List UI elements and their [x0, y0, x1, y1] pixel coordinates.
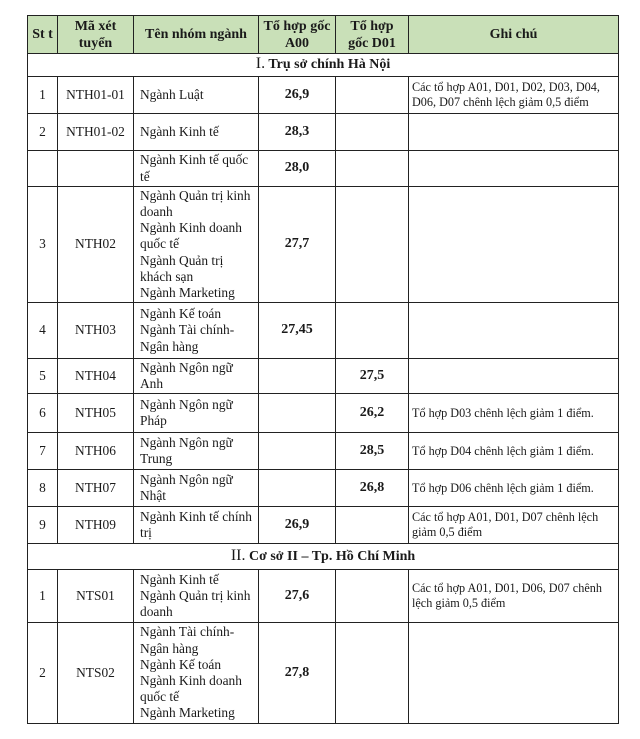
- section-row: [28, 54, 619, 77]
- cell-score-a00: 26,9: [259, 77, 336, 114]
- major-name: Ngành Ngôn ngữ Trung: [140, 434, 233, 466]
- cell-score-a00: [259, 470, 336, 507]
- cell-code: NTH02: [58, 187, 134, 303]
- header-a00: Tổ hợp gốc A00: [259, 16, 336, 54]
- cell-score-a00: 28,0: [259, 151, 336, 187]
- cell-score-a00: 27,8: [259, 623, 336, 724]
- cell-major-names: [134, 470, 259, 507]
- cell-score-d01: 26,2: [336, 394, 409, 433]
- cell-major-names: [134, 303, 259, 359]
- table-row: [28, 623, 619, 724]
- section-title: [28, 54, 619, 77]
- major-name: Ngành Kinh tế chính trị: [140, 508, 252, 540]
- section-title-text: Cơ sở II – Tp. Hồ Chí Minh: [248, 548, 416, 564]
- table-row: [28, 507, 619, 544]
- cell-score-d01: 27,5: [336, 359, 409, 394]
- cell-stt: 3: [28, 187, 58, 303]
- cell-code: NTH03: [58, 303, 134, 359]
- admission-scores-table: [27, 15, 619, 724]
- cell-stt: 7: [28, 433, 58, 470]
- major-name: Ngành Ngôn ngữ Anh: [140, 359, 233, 391]
- cell-stt: 9: [28, 507, 58, 544]
- cell-stt: 4: [28, 303, 58, 359]
- cell-score-a00: [259, 394, 336, 433]
- table-row: [28, 359, 619, 394]
- table-row: [28, 394, 619, 433]
- cell-major-names: [134, 77, 259, 114]
- cell-score-a00: 27,45: [259, 303, 336, 359]
- cell-note: [409, 187, 619, 303]
- cell-code: NTH05: [58, 394, 134, 433]
- major-name: Ngành Kinh tế quốc tế: [140, 152, 249, 184]
- table-row: [28, 114, 619, 151]
- cell-note: Các tổ hợp A01, D01, D06, D07 chênh lệch giảm 0,5 điểm: [409, 570, 619, 623]
- major-name: Ngành Luật: [140, 86, 204, 102]
- cell-major-names: [134, 623, 259, 724]
- major-name: Ngành Kinh doanh quốc tế: [140, 673, 242, 705]
- cell-note: [409, 623, 619, 724]
- cell-score-a00: [259, 433, 336, 470]
- cell-score-d01: [336, 151, 409, 187]
- section-title-text: Trụ sở chính Hà Nội: [268, 57, 391, 73]
- cell-score-a00: [259, 359, 336, 394]
- cell-code: NTS01: [58, 570, 134, 623]
- cell-score-d01: 28,5: [336, 433, 409, 470]
- table-row: [28, 187, 619, 303]
- cell-score-d01: [336, 187, 409, 303]
- cell-code: [58, 151, 134, 187]
- major-name: Ngành Tài chính-Ngân hàng: [140, 624, 235, 656]
- major-name: Ngành Marketing: [140, 285, 235, 300]
- cell-stt: 1: [28, 77, 58, 114]
- cell-score-d01: [336, 570, 409, 623]
- section-roman-numeral: I.: [255, 55, 266, 73]
- cell-stt: 2: [28, 114, 58, 151]
- cell-code: NTH06: [58, 433, 134, 470]
- cell-note: [409, 151, 619, 187]
- cell-major-names: [134, 507, 259, 544]
- cell-stt: 6: [28, 394, 58, 433]
- cell-stt: 1: [28, 570, 58, 623]
- cell-major-names: [134, 359, 259, 394]
- cell-score-a00: 27,6: [259, 570, 336, 623]
- table-row: [28, 570, 619, 623]
- cell-score-d01: [336, 507, 409, 544]
- table-body: [28, 54, 619, 724]
- major-name: Ngành Ngôn ngữ Nhật: [140, 471, 233, 503]
- cell-major-names: [134, 394, 259, 433]
- header-d01: Tổ hợp gốc D01: [336, 16, 409, 54]
- major-name: Ngành Quản trị khách sạn: [140, 252, 224, 284]
- cell-major-names: [134, 187, 259, 303]
- cell-score-d01: [336, 114, 409, 151]
- cell-score-d01: 26,8: [336, 470, 409, 507]
- cell-score-d01: [336, 623, 409, 724]
- cell-code: NTH04: [58, 359, 134, 394]
- section-row: [28, 544, 619, 570]
- cell-note: [409, 303, 619, 359]
- cell-code: NTH09: [58, 507, 134, 544]
- cell-code: NTS02: [58, 623, 134, 724]
- cell-major-names: [134, 114, 259, 151]
- cell-note: Các tổ hợp A01, D01, D07 chênh lệch giảm 0,5 điểm: [409, 507, 619, 544]
- cell-note: [409, 114, 619, 151]
- major-name: Ngành Quản trị kinh doanh: [140, 587, 251, 620]
- cell-major-names: [134, 570, 259, 623]
- table-row: [28, 470, 619, 507]
- cell-stt: 2: [28, 623, 58, 724]
- major-name: Ngành Kinh doanh quốc tế: [140, 220, 242, 252]
- cell-major-names: [134, 151, 259, 187]
- cell-code: NTH01-01: [58, 77, 134, 114]
- cell-note: Các tổ hợp A01, D01, D02, D03, D04, D06, D07 chênh lệch giảm 0,5 điểm: [409, 77, 619, 114]
- cell-stt: [28, 151, 58, 187]
- cell-score-a00: 28,3: [259, 114, 336, 151]
- cell-note: [409, 359, 619, 394]
- section-title: [28, 544, 619, 570]
- cell-stt: 5: [28, 359, 58, 394]
- major-name: Ngành Kế toán: [140, 306, 222, 322]
- cell-score-a00: 27,7: [259, 187, 336, 303]
- table-row: [28, 433, 619, 470]
- table-row: [28, 77, 619, 114]
- table-row: [28, 151, 619, 187]
- cell-code: NTH01-02: [58, 114, 134, 151]
- cell-score-d01: [336, 303, 409, 359]
- major-name: Ngành Kinh tế: [140, 123, 219, 139]
- major-name: Ngành Kế toán: [140, 656, 222, 672]
- major-name: Ngành Ngôn ngữ Pháp: [140, 396, 233, 428]
- cell-note: Tổ hợp D06 chênh lệch giảm 1 điểm.: [409, 470, 619, 507]
- cell-major-names: [134, 433, 259, 470]
- section-roman-numeral: II.: [230, 546, 246, 564]
- cell-score-a00: 26,9: [259, 507, 336, 544]
- cell-stt: 8: [28, 470, 58, 507]
- header-note: Ghi chú: [409, 16, 619, 54]
- cell-score-d01: [336, 77, 409, 114]
- cell-note: Tổ hợp D04 chênh lệch giảm 1 điểm.: [409, 433, 619, 470]
- table-row: [28, 303, 619, 359]
- header-stt: St t: [28, 16, 58, 54]
- major-name: Ngành Marketing: [140, 705, 235, 721]
- major-name: Ngành Kinh tế: [140, 571, 219, 587]
- header-code: Mã xét tuyển: [58, 16, 134, 54]
- major-name: Ngành Tài chính-Ngân hàng: [140, 322, 235, 354]
- cell-note: Tổ hợp D03 chênh lệch giảm 1 điểm.: [409, 394, 619, 433]
- cell-code: NTH07: [58, 470, 134, 507]
- header-name: Tên nhóm ngành: [134, 16, 259, 54]
- major-name: Ngành Quản trị kinh doanh: [140, 187, 251, 219]
- header-row: [28, 16, 619, 54]
